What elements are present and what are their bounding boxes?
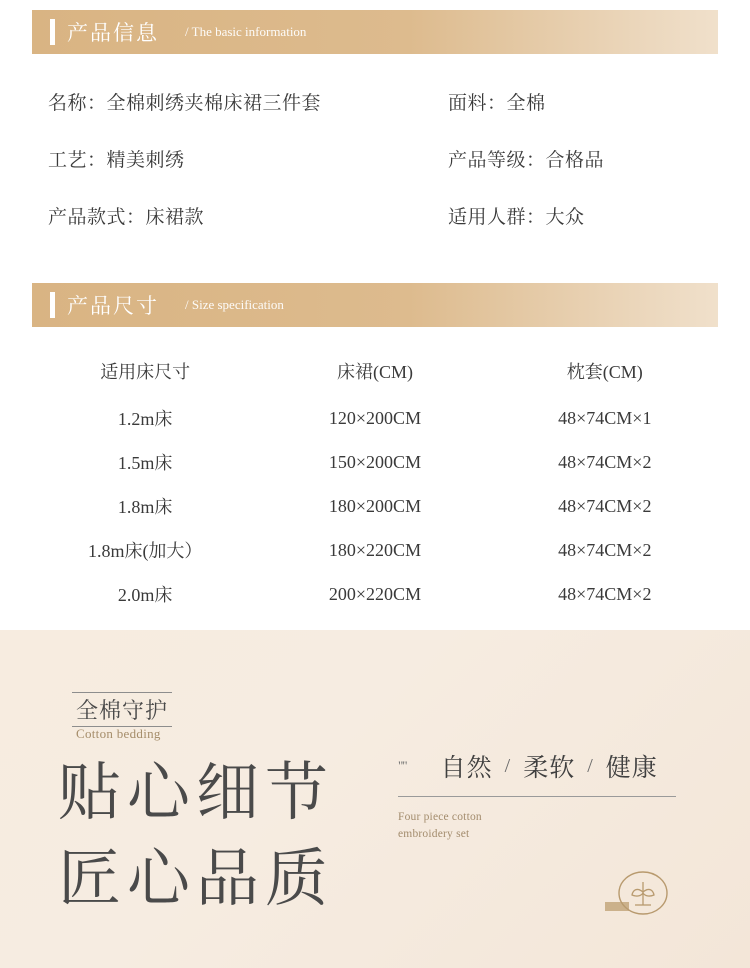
info-cell-name: 名称：全棉刺绣夹棉床裙三件套 — [48, 93, 322, 114]
info-row — [32, 145, 718, 172]
size-spec-table — [32, 349, 718, 616]
size-spec-block — [32, 327, 718, 616]
info-row — [32, 88, 718, 115]
banner-headline-line2: 匠心品质 — [58, 844, 334, 914]
table-row — [32, 572, 718, 616]
cell-bed-size: 2.0m床 — [117, 585, 173, 605]
info-cell-audience: 适用人群：大众 — [448, 207, 585, 228]
cell-bed-size: 1.2m床 — [117, 409, 173, 429]
banner-tag-en: Cotton bedding — [76, 726, 161, 741]
info-cell-style: 产品款式：床裙款 — [48, 207, 205, 228]
cell-pillowcase: 48×74CM×2 — [558, 451, 652, 472]
keyword-separator: / — [504, 754, 512, 777]
table-row — [32, 528, 718, 572]
table-header-bed-size: 适用床尺寸 — [100, 362, 191, 382]
quote-mark-icon: "" — [398, 758, 407, 773]
banner-subtitle-en — [398, 809, 698, 842]
product-detail-page — [0, 10, 750, 968]
keyword-natural: 自然 — [440, 755, 493, 782]
section-header-size-spec — [32, 283, 718, 327]
section-title-en: / The basic information — [185, 24, 307, 39]
cell-bedskirt: 150×200CM — [328, 451, 422, 472]
banner-subtitle-en-line2: embroidery set — [398, 827, 470, 840]
keyword-separator: / — [587, 754, 594, 777]
banner-keywords — [398, 748, 698, 796]
section-title-cn: 产品信息 — [67, 21, 159, 45]
cell-bed-size: 1.8m床(加大） — [87, 541, 203, 561]
cell-bed-size: 1.8m床 — [117, 497, 173, 517]
keyword-divider — [398, 796, 676, 797]
banner-right-column — [398, 748, 698, 842]
table-row — [32, 396, 718, 440]
section-title-cn: 产品尺寸 — [67, 294, 159, 318]
promo-banner-inner — [0, 630, 750, 968]
cell-bedskirt: 120×200CM — [328, 407, 422, 428]
cell-pillowcase: 48×74CM×1 — [558, 407, 652, 428]
keyword-soft: 柔软 — [523, 755, 576, 782]
info-cell-material: 面料：全棉 — [448, 93, 546, 114]
banner-headline-line1: 贴心细节 — [58, 758, 334, 828]
cell-bedskirt: 180×220CM — [328, 539, 422, 560]
basic-info-block — [32, 54, 718, 269]
table-header-row — [32, 349, 718, 396]
cell-bedskirt: 180×200CM — [328, 495, 422, 516]
table-header-bedskirt: 床裙(CM) — [336, 362, 413, 382]
section-title-en: / Size specification — [185, 297, 284, 312]
banner-tag-cn: 全棉守护 — [72, 692, 172, 727]
cell-bed-size: 1.5m床 — [117, 453, 173, 473]
banner-subtitle-en-line1: Four piece cotton — [398, 811, 482, 823]
info-cell-craft: 工艺：精美刺绣 — [48, 150, 185, 171]
cell-pillowcase: 48×74CM×2 — [558, 495, 652, 516]
promo-banner — [0, 630, 750, 968]
section-accent-bar — [50, 19, 55, 45]
section-accent-bar — [50, 292, 55, 318]
cell-bedskirt: 200×220CM — [328, 583, 422, 604]
cotton-flower-emblem-icon — [608, 865, 678, 921]
keyword-healthy: 健康 — [605, 755, 658, 782]
info-row — [32, 202, 718, 229]
section-header-basic-info — [32, 10, 718, 54]
cell-pillowcase: 48×74CM×2 — [558, 539, 652, 560]
table-header-pillowcase: 枕套(CM) — [566, 362, 643, 382]
cell-pillowcase: 48×74CM×2 — [558, 583, 652, 604]
table-row — [32, 440, 718, 484]
table-row — [32, 484, 718, 528]
info-cell-grade: 产品等级：合格品 — [448, 150, 605, 171]
